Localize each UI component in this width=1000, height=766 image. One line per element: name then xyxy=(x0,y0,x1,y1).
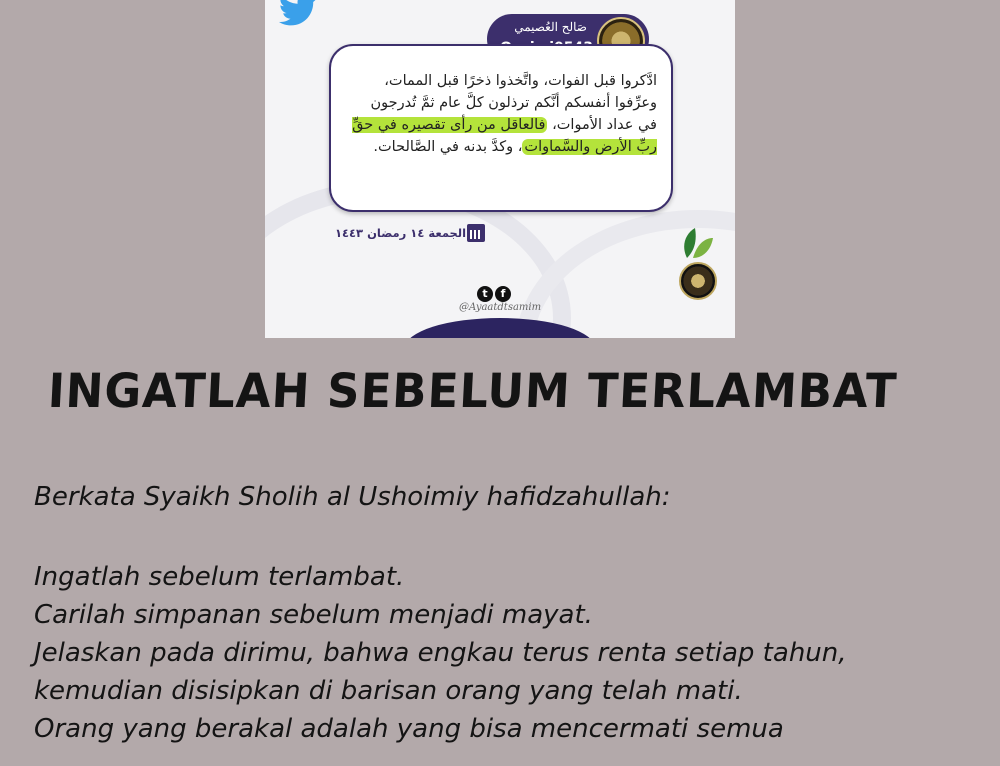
social-icons xyxy=(477,282,513,302)
quote-part: ادَّكروا قبل الفوات، واتَّخذوا ذخرًا قبل الممات، وعرِّفوا أنفسكم أنَّكم ترذلون كلَّ عام ثمَّ تُدرجون في عداد الأموات، xyxy=(370,73,657,133)
body-line: Jelaskan pada dirimu, bahwa engkau terus renta setiap tahun, xyxy=(34,638,847,668)
body-line: kemudian disisipkan di barisan orang yang telah mati. xyxy=(34,676,743,706)
social-handle: @Ayaatdtsamim xyxy=(459,302,542,313)
calendar-icon xyxy=(467,224,485,242)
quote-part: ، وكدَّ بدنه في الصَّالحات. xyxy=(373,139,523,155)
twitter-bird-icon xyxy=(277,0,319,26)
author-name: صَالح العُصيمي xyxy=(514,20,587,34)
date-label: الجمعة ١٤ رمضان ١٤٤٣ xyxy=(335,226,467,240)
quote-text xyxy=(347,70,657,158)
quote-image-card xyxy=(265,0,735,338)
headline: INGATLAH SEBELUM TERLAMBAT xyxy=(46,362,899,419)
body-line: Orang yang berakal adalah yang bisa mencermati semua xyxy=(34,714,784,744)
body-text xyxy=(34,558,847,748)
twitter-icon: t xyxy=(477,286,493,302)
quote-highlight: فالعاقل من رأى تقصيره في حقِّ ربِّ الأرض والسَّماوات xyxy=(352,117,657,155)
quote-box xyxy=(329,44,673,212)
leaf-logo-icon xyxy=(679,226,715,260)
intro-text: Berkata Syaikh Sholih al Ushoimiy hafidzahullah: xyxy=(34,482,671,512)
facebook-icon: f xyxy=(495,286,511,302)
seal-logo-icon xyxy=(679,262,717,300)
body-line: Carilah simpanan sebelum menjadi mayat. xyxy=(34,600,593,630)
body-line: Ingatlah sebelum terlambat. xyxy=(34,562,405,592)
